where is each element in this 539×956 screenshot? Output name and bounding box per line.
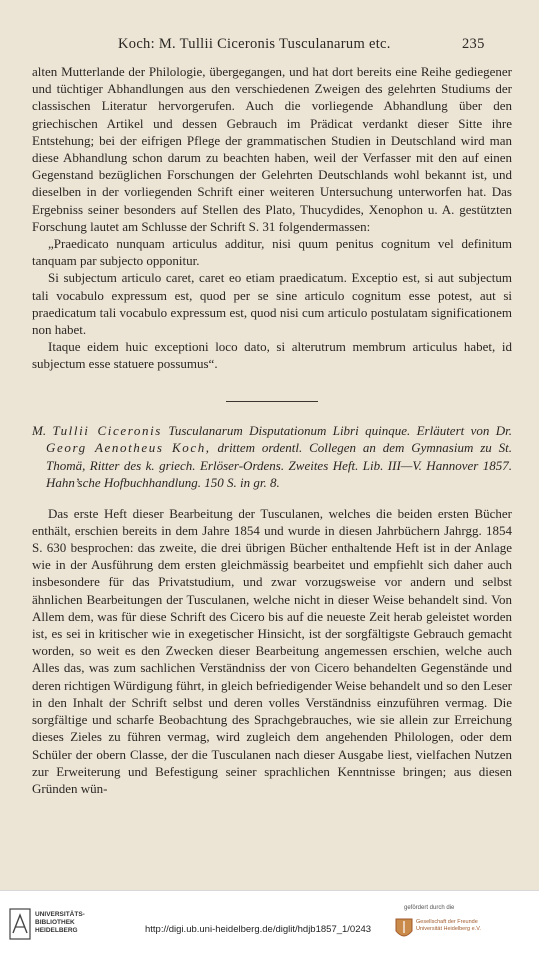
review-heading: [32, 422, 512, 492]
review-editor: Georg Aenotheus Koch,: [46, 440, 211, 456]
review-title: Tusculanarum Disputationum Libri quinque. Erläutert von Dr.: [168, 422, 512, 438]
body-paragraph-1: alten Mutterlande der Philologie, übergegangen, und hat dort bereits eine Reihe gediegener und tüchtiger Abhandlungen aus den verschiedenen Zweigen des gelehrten Studiums der classischen Literatur hervorgerufen. Auch die vorliegende Abhandlung über den griechischen Artikel und dessen Gebrauch im Prädicat verdankt dieser Sitte ihre Entstehung; bei der eifrigen Pflege der grammatischen Studien in Deutschland wird man diese Abhandlung schon darum zu beachten haben, weil der Verfasser mit den auf einen Gegenstand bezüglichen Forschungen der Gelehrten Deutschlands wohl bekannt ist, und dieselben in der vorliegenden Schrift einer weiteren Untersuchung unterworfen hat. Das Ergebniss seiner besonders auf Stellen des Plato, Thucydides, Xenophon u. A. gestützten Forschung lautet am Schlusse der Schrift S. 31 folgendermassen:: [32, 64, 512, 234]
review-author-prefix: M.: [32, 422, 47, 438]
footer-bar: [0, 890, 539, 956]
library-name: [35, 911, 85, 935]
society-line-2: Universität Heidelberg e.V.: [416, 926, 481, 932]
review-author: Tullii Ciceronis: [52, 422, 162, 438]
running-header: [0, 36, 539, 56]
quote-paragraph-3: Itaque eidem huic exceptioni loco dato, si alterutrum membrum articulus habet, id subjectum esse statuere possumus“.: [32, 339, 512, 372]
library-line-2: BIBLIOTHEK: [35, 919, 75, 926]
university-library-logo-icon: [8, 907, 32, 941]
page-number: 235: [462, 36, 485, 52]
running-title: Koch: M. Tullii Ciceronis Tusculanarum etc.: [118, 36, 391, 52]
library-line-3: HEIDELBERG: [35, 927, 78, 934]
section-divider: [226, 401, 318, 402]
review-details: drittem ordentl. Collegen an dem Gymnasium zu St. Thomä, Ritter des k. griech. Erlöser-Ordens. Zweites Heft. Lib. III—V. Hannover 1857. Hahn’sche Hofbuchhandlung. 150 S. in gr. 8.: [46, 440, 512, 491]
society-name[interactable]: [416, 919, 481, 933]
society-logo-icon: [394, 917, 414, 941]
society-line-1: Gesellschaft der Freunde: [416, 919, 478, 925]
quote-paragraph-1: „Praedicato nunquam articulus additur, nisi quum penitus cognitum vel definitum tanquam par subjecto opponitur.: [32, 236, 512, 269]
quote-paragraph-2: Si subjectum articulo caret, caret eo etiam praedicatum. Exceptio est, si aut subjectum tali vocabulo expressum est, quod per se sine articulo cognitum esse potest, aut si praedicatum tali vocabulo expressum est, quod nisi cum articulo postulatam significationem non habet.: [32, 270, 512, 338]
review-body: Das erste Heft dieser Bearbeitung der Tusculanen, welches die beiden ersten Bücher enthält, erschien bereits in dem Jahre 1854 und wurde in diesen Jahrbüchern Jahrgg. 1854 S. 630 besprochen: das zweite, die drei übrigen Bücher enthaltende Heft ist in der Anlage wie in der Ausführung dem ersten gleichmässig bearbeitet und empfiehlt sich daher auch insbesondere für das Privatstudium, und zwar vorzugsweise vor andern und selbst ähnlichen Bearbeitungen der Tusculanen, welche nicht in dieser Weise behandelt sind. Von Allem dem, was für diese Schrift des Cicero bis auf die neueste Zeit herab geleistet worden ist, es sei in kritischer wie in exegetischer Hinsicht, ist der sorgfältigste Gebrauch gemacht worden, so weit es den Zwecken dieser Bearbeitung angemessen erschien, welche auch Alles das, was zum sachlichen Verständniss der von Cicero behandelten Gegenstände und deren richtigen Würdigung führt, in gleich befriedigender Weise behandelt und so den Leser in den Inhalt der Schrift selbst und deren volles Verständniss einzuführen vermag. Die sorgfältige und scharfe Beobachtung des Sprachgebrauches, wie sie allein zur Erreichung dieses Zieles zu führen vermag, wird zugleich dem angehenden Philologen, oder dem Schüler der obern Classe, der die Tusculanen nach dieser Ausgabe liest, vielfachen Nutzen zur Erweiterung und Befestigung seiner sprachlichen Kenntnisse bringen; aus diesen Gründen wün-: [32, 505, 512, 796]
library-line-1: UNIVERSITÄTS-: [35, 911, 85, 918]
page-body: [32, 63, 512, 797]
funded-by-label: gefördert durch die: [404, 905, 455, 911]
permalink-url[interactable]: http://digi.ub.uni-heidelberg.de/diglit/hdjb1857_1/0243: [145, 924, 372, 935]
